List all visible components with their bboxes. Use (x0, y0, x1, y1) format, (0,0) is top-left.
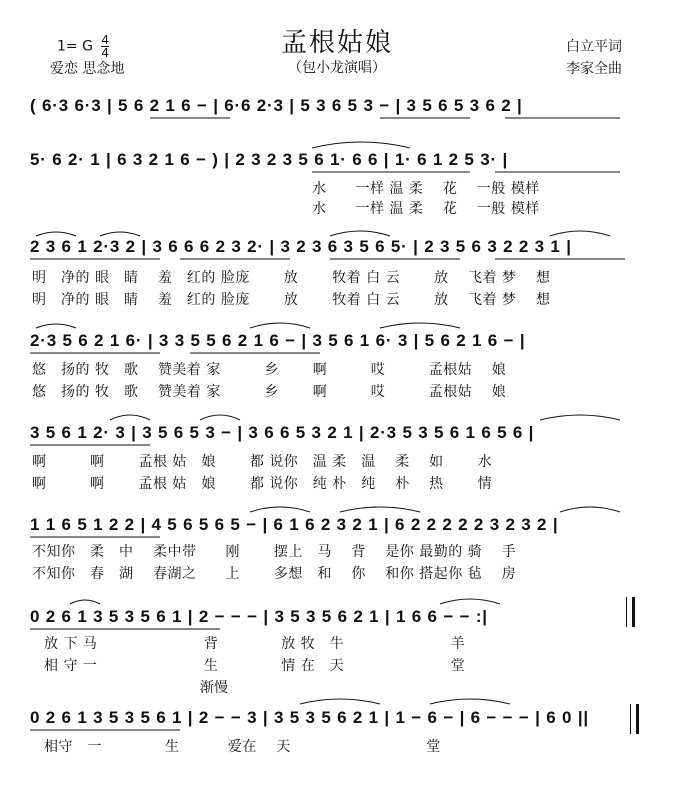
lyric-verse-1: 明 净的 眼 睛 羞 红的 脸庞 放 牧着 白 云 放 飞着 梦 想 (32, 270, 551, 286)
notation-line: 2·3 5 6 2 1 6· | 3 3 5 5 6 2 1 6 − | 3 5 6 1 6· 3 | 5 6 2 1 6 − | (30, 331, 526, 350)
lyric-verse-1: 啊 啊 孟根 姑 娘 都 说你 温 柔 温 柔 如 水 (32, 454, 493, 470)
notation-line: 1 1 6 5 1 2 2 | 4 5 6 5 6 5 − | 6 1 6 2 3 2 1 | 6 2 2 2 2 2 3 2 3 2 | (30, 515, 559, 534)
notation-line: 5· 6 2· 1 | 6 3 2 1 6 − ) | 2 3 2 3 5 6 1· 6 6 | 1· 6 1 2 5 3· | (30, 150, 509, 169)
slur-mark (560, 507, 620, 512)
slur-mark (550, 231, 610, 236)
slur-mark (430, 699, 510, 704)
slur-mark (250, 323, 310, 328)
notation-line: 0 2 6 1 3 5 3 5 6 1 | 2 − − − | 3 5 3 5 6 2 1 | 1 6 6 − − :| (30, 607, 488, 626)
lyric-verse-2: 水 一样 温 柔 花 一般 模样 (312, 201, 540, 217)
slur-mark (250, 507, 310, 512)
lyric-verse-1: 不知你 柔 中 柔中带 刚 摆上 马 背 是你 最勤的 骑 手 (32, 544, 517, 560)
lyric-verse-2: 不知你 春 湖 春湖之 上 多想 和 你 和你 搭起你 毡 房 (32, 566, 517, 582)
notation-line: 0 2 6 1 3 5 3 5 6 1 | 2 − − 3 | 3 5 3 5 6 2 1 | 1 − 6 − | 6 − − − | 6 0 || (30, 708, 589, 727)
time-signature-bottom: 4 (101, 46, 110, 60)
expression-mark: 爱恋 思念地 (50, 61, 125, 77)
slur-mark (380, 323, 460, 328)
slur-mark (540, 415, 620, 420)
slur-mark (36, 232, 76, 236)
lyric-verse-2: 悠 扬的 牧 歌 赞美着 家 乡 啊 哎 孟根姑 娘 (32, 384, 507, 400)
lyric-verse-1: 水 一样 温 柔 花 一般 模样 (312, 181, 540, 197)
notation-line: 3 5 6 1 2· 3 | 3 5 6 5 3 − | 3 6 6 5 3 2 1 | 2·3 5 3 5 6 1 6 5 6 | (30, 423, 535, 442)
key-label: 1= G (57, 38, 93, 55)
slur-mark (300, 699, 380, 704)
slur-mark (70, 600, 100, 604)
lyricist-credit: 白立平词 (566, 39, 622, 55)
slur-mark (200, 415, 240, 420)
lyric-verse-2: 明 净的 眼 睛 羞 红的 脸庞 放 牧着 白 云 放 飞着 梦 想 (32, 292, 551, 308)
slur-mark (340, 507, 420, 512)
performer-note: （包小龙演唱） (288, 60, 386, 76)
time-signature-top: 4 (101, 33, 110, 47)
tempo-marking: 渐慢 (200, 680, 228, 696)
lyric-verse-1: 悠 扬的 牧 歌 赞美着 家 乡 啊 哎 孟根姑 娘 (32, 362, 507, 378)
notation-line: 2 3 6 1 2·3 2 | 3 6 6 6 2 3 2· | 3 2 3 6 3 5 6 5· | 2 3 5 6 3 2 2 3 1 | (30, 237, 572, 256)
slur-mark (312, 142, 410, 148)
notation-line: ( 6·3 6·3 | 5 6 2 1 6 − | 6·6 2·3 | 5 3 6 5 3 − | 3 5 6 5 3 6 2 | (30, 96, 523, 115)
slur-mark (110, 415, 150, 420)
lyric-verse-1: 相守 一 生 爱在 天 堂 (44, 739, 441, 755)
lyric-verse-2: 啊 啊 孟根 姑 娘 都 说你 纯 朴 纯 朴 热 情 (32, 476, 493, 492)
lyric-verse-2: 相 守 一 生 情 在 天 堂 (44, 658, 466, 674)
slur-mark (440, 599, 500, 604)
slur-mark (100, 232, 140, 236)
lyric-verse-1: 放 下 马 背 放 牧 牛 羊 (44, 636, 466, 652)
slur-mark (36, 324, 76, 328)
slur-mark (330, 231, 390, 236)
song-title: 孟根姑娘 (280, 28, 393, 58)
composer-credit: 李家全曲 (566, 61, 622, 77)
